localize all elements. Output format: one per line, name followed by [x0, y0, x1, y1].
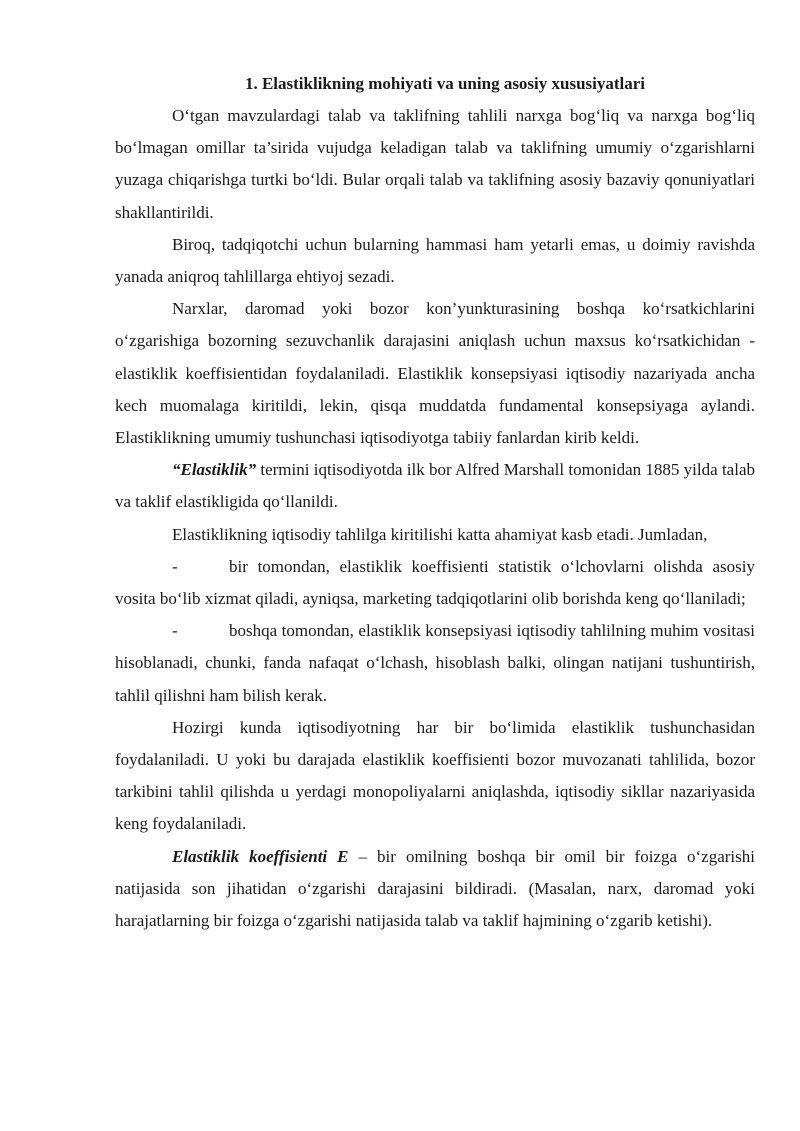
list-item-text: bir tomondan, elastiklik koeffisienti statistik o‘lchovlarni olishda asosiy vosita bo‘lib xizmat qiladi, ayniqsa, marketing tadqiqotlarini olib borishda keng qo‘llaniladi; — [115, 556, 755, 609]
document-page — [115, 70, 755, 937]
coefficient-term: Elastiklik koeffisienti E — [172, 846, 349, 866]
paragraph-1: O‘tgan mavzulardagi talab va taklifning tahlili narxga bog‘liq va narxga bog‘liq bo‘lmagan omillar ta’sirida vujudga keladigan talab va taklifning umumiy o‘zgarishlarni yuzaga chiqarishga turtki bo‘ldi. Bular orqali talab va taklifning asosiy bazaviy qonuniyatlari shakllantirildi. — [115, 106, 755, 222]
list-dash: - — [172, 621, 178, 641]
paragraph-7 — [115, 841, 755, 938]
paragraph-7-text: – bir omilning boshqa bir omil bir foizga o‘zgarishi natijasida son jihatidan o‘zgarishi darajasini bildiradi. (Masalan, narx, daromad yoki harajatlarning bir foizga o‘zgarishi natijasida talab va taklif hajmining o‘zgarib ketishi). — [115, 846, 755, 931]
section-heading: 1. Elastiklikning mohiyati va uning asosiy xususiyatlari — [244, 74, 646, 93]
paragraph-4 — [115, 454, 755, 518]
list-item — [115, 615, 755, 712]
paragraph-6: Hozirgi kunda iqtisodiyotning har bir bo‘limida elastiklik tushunchasidan foydalaniladi. U yoki bu darajada elastiklik koeffisienti bozor muvozanati tahlilida, bozor tarkibini tahlil qilishda u yerdagi monopoliyalarni aniqlashda, iqtisodiy sikllar nazariyasida keng foydalaniladi. — [115, 717, 755, 834]
list-dash: - — [172, 556, 178, 576]
paragraph-4-text: termini iqtisodiyotda ilk bor Alfred Marshall tomonidan 1885 yilda talab va taklif elastikligida qo‘llanildi. — [115, 460, 755, 512]
paragraph-5: Elastiklikning iqtisodiy tahlilga kiritilishi katta ahamiyat kasb etadi. Jumladan, — [172, 524, 708, 544]
paragraph-2: Biroq, tadqiqotchi uchun bularning hammasi ham yetarli emas, u doimiy ravishda yanada aniqroq tahlillarga ehtiyoj sezadi. — [115, 234, 755, 287]
elastiklik-term: “Elastiklik” — [172, 460, 257, 480]
list-item-text: boshqa tomondan, elastiklik konsepsiyasi iqtisodiy tahlilning muhim vositasi hisoblanadi, chunki, fanda nafaqat o‘lchash, hisoblash balki, olingan natijani tushuntirish, tahlil qilishni ham bilish kerak. — [115, 621, 755, 705]
list-item — [115, 551, 755, 615]
paragraph-3: Narxlar, daromad yoki bozor kon’yunkturasining boshqa ko‘rsatkichlarini o‘zgarishiga bozorning sezuvchanlik darajasini aniqlash uchun maxsus ko‘rsatkichidan - elastiklik koeffisientidan foydalaniladi. Elastiklik konsepsiyasi iqtisodiy nazariyada ancha kech muomalaga kiritildi, lekin, qisqa muddatda fundamental konsepsiyaga aylandi. Elastiklikning umumiy tushunchasi iqtisodiyotga tabiiy fanlardan kirib keldi. — [115, 299, 755, 448]
